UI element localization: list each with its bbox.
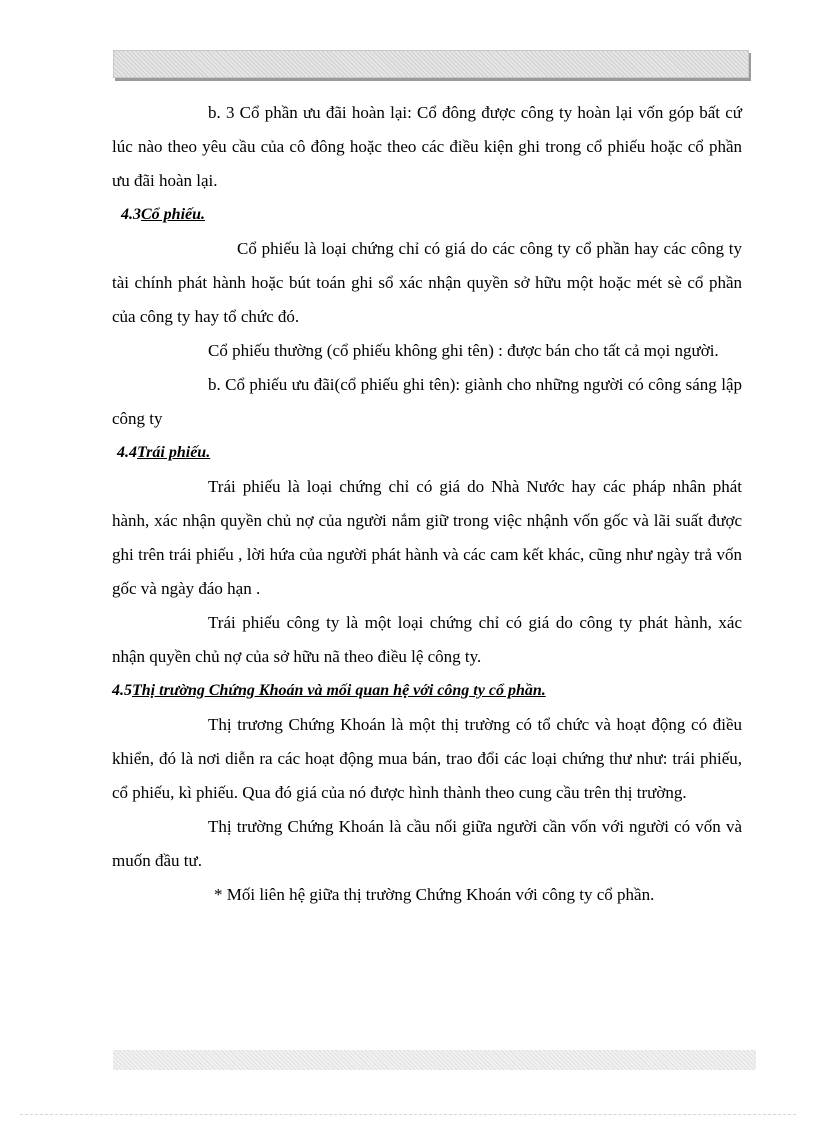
document-body	[112, 96, 742, 912]
section-heading-4-4	[112, 436, 742, 470]
paragraph-4-4-2: Trái phiếu công ty là một loại chứng chỉ có giá do công ty phát hành, xác nhận quyền chủ nợ của sở hữu nã theo điều lệ công ty.	[112, 613, 742, 666]
section-number: 4.3	[121, 206, 141, 223]
paragraph-4-3-3: b. Cổ phiếu ưu đãi(cổ phiếu ghi tên): giành cho những người có công sáng lập công ty	[112, 375, 742, 428]
section-title: Thị trường Chứng Khoán và mối quan hệ với công ty cổ phần.	[132, 682, 546, 699]
paragraph-4-3-2: Cổ phiếu thường (cổ phiếu không ghi tên) : được bán cho tất cả mọi người.	[208, 341, 719, 360]
paragraph-4-5-3: * Mối liên hệ giữa thị trường Chứng Khoán với công ty cổ phần.	[214, 885, 655, 904]
section-heading-4-3	[112, 198, 742, 232]
paragraph-4-5-2: Thị trường Chứng Khoán là cầu nối giữa người cần vốn với người có vốn và muốn đầu tư.	[112, 817, 742, 870]
page-footer-bar	[113, 1050, 756, 1070]
paragraph-4-5-1: Thị trương Chứng Khoán là một thị trường có tổ chức và hoạt động có điều khiển, đó là nơi diễn ra các hoạt động mua bán, trao đổi các loại chứng thư như: trái phiếu, cổ phiếu, kì phiếu. Qua đó giá của nó được hình thành theo cung cầu trên thị trường.	[112, 715, 742, 802]
paragraph-b3: b. 3 Cổ phần ưu đãi hoàn lại: Cổ đông được công ty hoàn lại vốn góp bất cứ lúc nào theo yêu cầu của cô đông hoặc theo các điều kiện ghi trong cổ phiếu hoặc cổ phần ưu đãi hoàn lại.	[112, 103, 742, 190]
paragraph-4-3-1: Cổ phiếu là loại chứng chỉ có giá do các công ty cổ phần hay các công ty tài chính phát hành hoặc bút toán ghi sổ xác nhận quyền sở hữu một hoặc mét sè cổ phần của công ty hay tổ chức đó.	[112, 239, 742, 326]
section-number: 4.5	[112, 682, 132, 699]
section-title: Cổ phiếu.	[141, 206, 206, 223]
section-number: 4.4	[117, 444, 137, 461]
section-title: Trái phiếu.	[137, 444, 211, 461]
paragraph-4-4-1: Trái phiếu là loại chứng chỉ có giá do Nhà Nước hay các pháp nhân phát hành, xác nhận quyền chủ nợ của người nắm giữ trong việc nhậnh vốn gốc và lãi suất được ghi trên trái phiếu , lời hứa của người phát hành và các cam kết khác, cũng như ngày trả vốn gốc và ngày đáo hạn .	[112, 477, 742, 598]
page-edge-divider	[20, 1114, 796, 1115]
page-header-bar	[113, 50, 749, 78]
section-heading-4-5	[112, 674, 742, 708]
